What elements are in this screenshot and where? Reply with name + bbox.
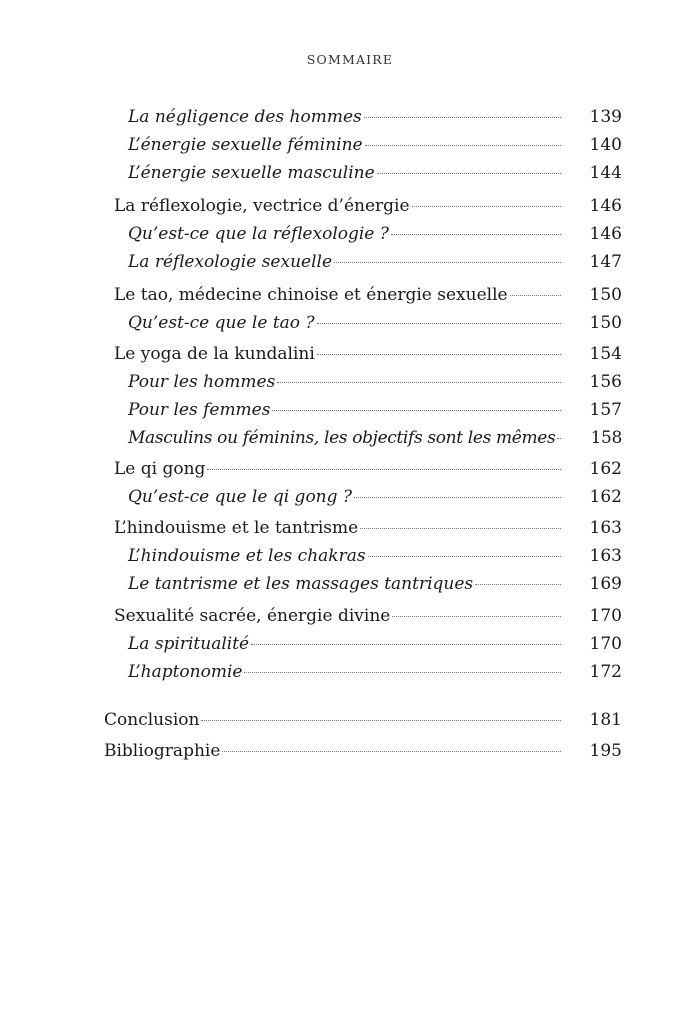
toc-entry[interactable] (104, 706, 622, 734)
toc-entry[interactable] (114, 340, 622, 368)
toc-page-number: 150 (589, 313, 622, 333)
toc-page-number: 162 (589, 459, 622, 479)
toc-entry-title: L’énergie sexuelle masculine (128, 163, 375, 183)
toc-entry-title: La négligence des hommes (128, 107, 362, 127)
toc-entry-title: La spiritualité (128, 634, 250, 654)
dot-leader (207, 469, 561, 470)
dot-leader (317, 323, 561, 324)
dot-leader (510, 295, 561, 296)
dot-leader (377, 173, 561, 174)
dot-leader (334, 262, 561, 263)
dot-leader (364, 117, 561, 118)
toc-page-number: 157 (589, 400, 622, 420)
toc-page-number: 162 (589, 487, 622, 507)
dot-leader (277, 382, 561, 383)
toc-page-number: 195 (589, 741, 622, 761)
toc-page-number: 139 (589, 107, 622, 127)
toc-page-number: 146 (589, 196, 622, 216)
toc-entry-title: Masculins ou féminins, les objectifs sont les mêmes (128, 428, 556, 448)
toc-page-number: 172 (589, 662, 622, 682)
toc-entry[interactable] (128, 248, 622, 276)
toc-entry[interactable] (128, 309, 622, 337)
dot-leader (557, 438, 561, 439)
toc-entry[interactable] (128, 483, 622, 511)
toc-entry[interactable] (128, 368, 622, 396)
toc-entry[interactable] (128, 424, 622, 452)
toc-entry-title: Bibliographie (104, 741, 221, 761)
toc-entry-title: L’haptonomie (128, 662, 243, 682)
toc-entry[interactable] (128, 570, 622, 598)
dot-leader (354, 497, 561, 498)
toc-entry[interactable] (114, 281, 622, 309)
dot-leader (391, 234, 561, 235)
toc-entry-title: L’hindouisme et les chakras (128, 546, 366, 566)
toc-page-number: 170 (589, 634, 622, 654)
toc-entry[interactable] (128, 630, 622, 658)
toc-entry-title: Pour les hommes (128, 372, 276, 392)
toc-entry[interactable] (114, 455, 622, 483)
toc-entry[interactable] (128, 658, 622, 686)
toc-page-number: 181 (589, 710, 622, 730)
dot-leader (392, 616, 561, 617)
toc-entry[interactable] (104, 737, 622, 765)
dot-leader (317, 354, 561, 355)
toc-entry-title: Le qi gong (114, 459, 206, 479)
toc-entry[interactable] (128, 131, 622, 159)
toc-page-number: 163 (589, 546, 622, 566)
toc-entry-title: La réflexologie, vectrice d’énergie (114, 196, 410, 216)
toc-page-number: 154 (589, 344, 622, 364)
toc-entry[interactable] (114, 514, 622, 542)
toc-entry-title: Pour les femmes (128, 400, 271, 420)
dot-leader (272, 410, 561, 411)
toc-entry[interactable] (128, 159, 622, 187)
dot-leader (244, 672, 561, 673)
toc-entry-title: Le tantrisme et les massages tantriques (128, 574, 474, 594)
toc-page-number: 169 (589, 574, 622, 594)
toc-page-number: 140 (589, 135, 622, 155)
toc-entry[interactable] (128, 542, 622, 570)
toc-entry[interactable] (128, 220, 622, 248)
toc-page-number: 147 (589, 252, 622, 272)
dot-leader (222, 751, 561, 752)
toc-page-number: 146 (589, 224, 622, 244)
toc-entry-title: Le tao, médecine chinoise et énergie sexuelle (114, 285, 508, 305)
dot-leader (251, 644, 561, 645)
toc-entry[interactable] (114, 602, 622, 630)
toc-entry-title: Sexualité sacrée, énergie divine (114, 606, 391, 626)
toc-entry-title: L’énergie sexuelle féminine (128, 135, 363, 155)
toc-entry-title: Le yoga de la kundalini (114, 344, 315, 364)
toc-page-number: 163 (589, 518, 622, 538)
dot-leader (475, 584, 561, 585)
running-head: SOMMAIRE (306, 52, 394, 67)
dot-leader (360, 528, 561, 529)
toc-page-number: 156 (589, 372, 622, 392)
toc-entry-title: Qu’est-ce que le tao ? (128, 313, 315, 333)
toc-page-number: 144 (589, 163, 622, 183)
dot-leader (368, 556, 561, 557)
toc-entry[interactable] (128, 396, 622, 424)
toc-page-number: 158 (590, 428, 622, 448)
toc-entry-title: Conclusion (104, 710, 200, 730)
toc-entry-title: L’hindouisme et le tantrisme (114, 518, 359, 538)
toc-entry-title: Qu’est-ce que la réflexologie ? (128, 224, 389, 244)
toc-entry[interactable] (114, 192, 622, 220)
dot-leader (201, 720, 561, 721)
toc-entry-title: La réflexologie sexuelle (128, 252, 333, 272)
toc-page-number: 150 (589, 285, 622, 305)
toc-page-number: 170 (589, 606, 622, 626)
toc-entry-title: Qu’est-ce que le qi gong ? (128, 487, 353, 507)
dot-leader (412, 206, 561, 207)
toc-entry[interactable] (128, 103, 622, 131)
dot-leader (365, 145, 561, 146)
